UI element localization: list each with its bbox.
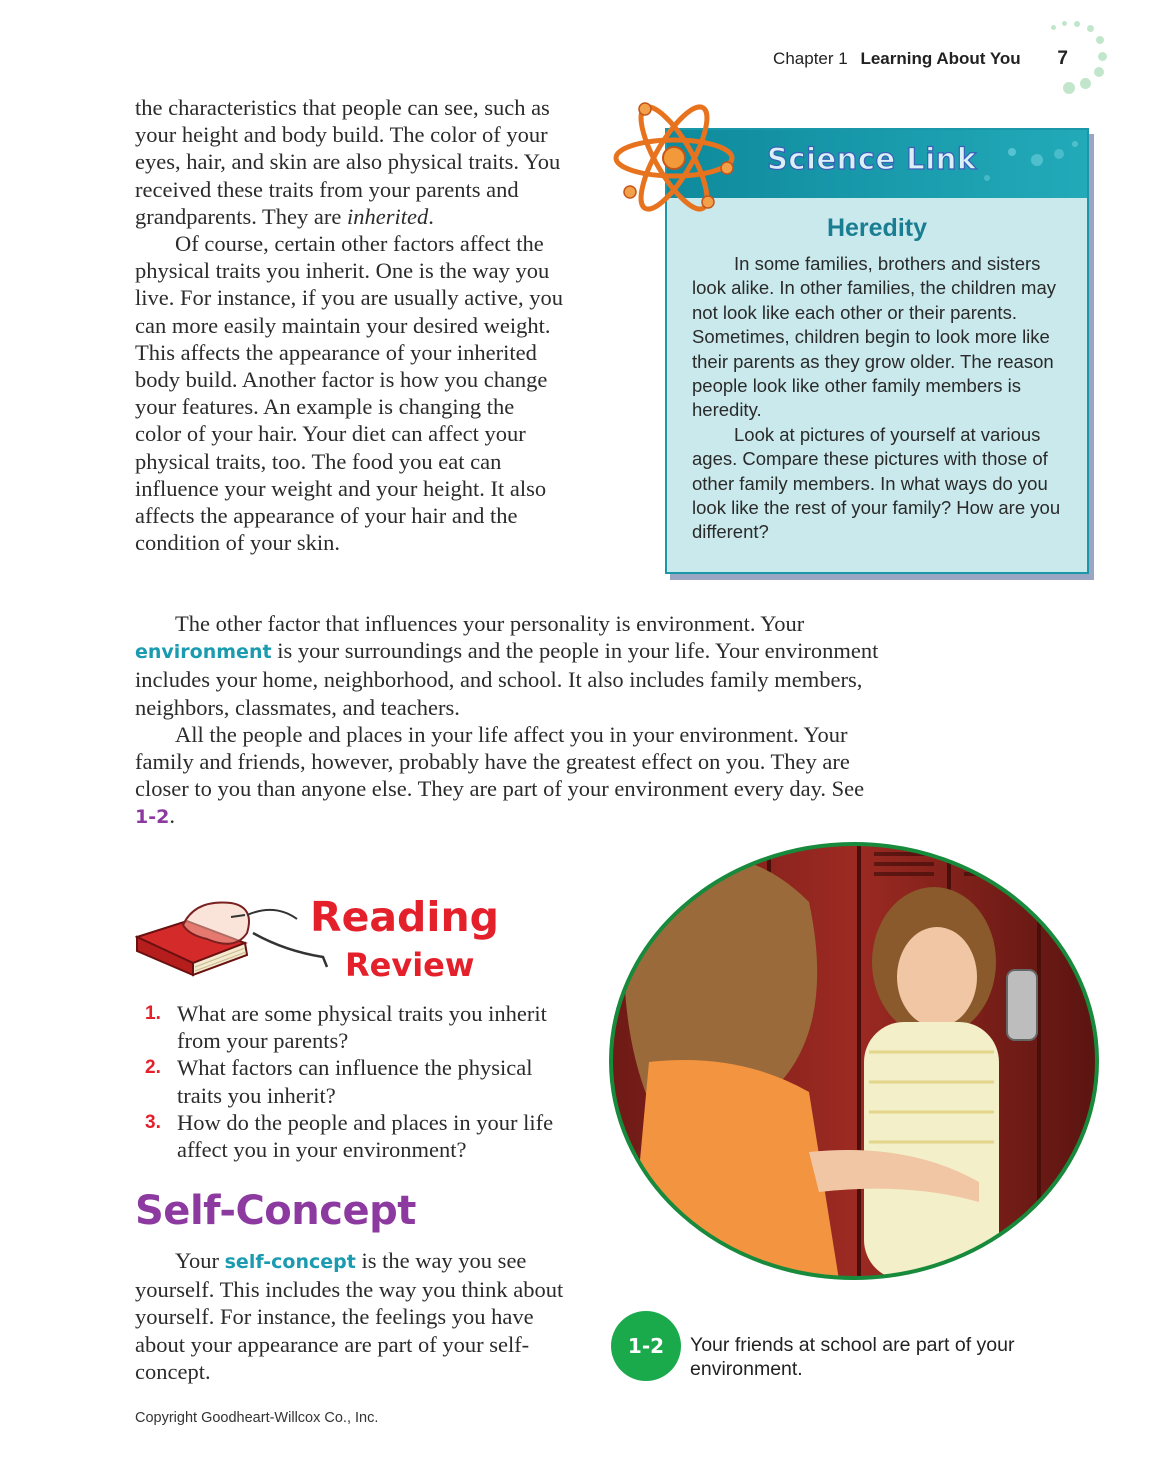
page-number: 7 — [1057, 48, 1068, 69]
review-question: 2. What factors can influence the physical traits you inherit? — [145, 1055, 533, 1108]
reading-review-title: Reading — [310, 893, 499, 941]
body-wide-column — [135, 610, 895, 832]
figure-caption: Your friends at school are part of your environment. — [690, 1334, 1015, 1380]
body-column — [135, 94, 563, 556]
figure-number-badge: 1-2 — [611, 1311, 681, 1381]
chapter-label: Chapter 1 — [773, 49, 848, 68]
review-question: 3. How do the people and places in your life affect you in your environment? — [145, 1109, 554, 1163]
science-link-body — [692, 252, 1077, 545]
section-heading: Self-Concept — [135, 1188, 416, 1234]
science-link-title: Science Link — [767, 142, 977, 176]
body-paragraph-3: The other factor that influences your personality is environment. Your environment is your surroundings and the people in your life. Your environment includes your home, neighborhood, and school. It also includes family members, neighbors, classmates, and teachers. — [135, 611, 879, 720]
self-concept-paragraph: Your self-concept is the way you see yourself. This includes the way you think about yourself. For instance, the feelings you have about your appearance are part of your self-concept. — [135, 1248, 564, 1384]
science-link-heading: Heredity — [826, 214, 928, 242]
inherited-term: inherited — [347, 203, 429, 229]
body-paragraph-2: Of course, certain other factors affect the physical traits you inherit. One is the way you live. For instance, if you are usually active, you can more easily maintain your desired weight. This affects the appearance of your inherited body build. Another factor is how you change your features. An example is changing the color of your hair. Your diet can affect your physical traits, too. The food you eat can influence your weight and your height. It also affects the appearance of your hair and the condition of your skin. — [135, 231, 564, 556]
environment-term: environment — [135, 641, 272, 664]
chapter-title: Learning About You — [860, 49, 1021, 68]
review-question: 1. What are some physical traits you inherit from your parents? — [145, 1001, 547, 1054]
figure-reference: 1-2 — [135, 806, 170, 829]
self-concept-term: self-concept — [224, 1251, 356, 1273]
running-header — [773, 48, 1068, 70]
copyright-footer: Copyright Goodheart-Willcox Co., Inc. — [135, 1410, 379, 1426]
book-and-glasses-icon — [135, 893, 335, 978]
science-link-paragraph-2: Look at pictures of yourself at various ages. Compare these pictures with those of other family members. In what ways do you look like the rest of your family? How are you different? — [692, 423, 1061, 543]
body-paragraph-1: the characteristics that people can see, such as your height and body build. The color of your eyes, hair, and skin are also physical traits. You received these traits from your parents and grandparents. They are inherited. — [135, 95, 561, 229]
school-lockers-photo — [609, 842, 1099, 1280]
science-link-paragraph-1: In some families, brothers and sisters look alike. In other families, the children may not look like each other or their parents. Sometimes, children begin to look more like their parents as they grow older. The reason people look like other family members is heredity. — [692, 253, 1057, 421]
review-questions — [140, 1000, 570, 1163]
atom-icon — [612, 100, 737, 212]
reading-review-subtitle: Review — [345, 946, 475, 984]
body-paragraph-4: All the people and places in your life affect you in your environment. Your family and friends, however, probably have the greatest effect on you. They are closer to you than anyone else. They are part of your environment every day. See 1-2. — [135, 721, 865, 829]
